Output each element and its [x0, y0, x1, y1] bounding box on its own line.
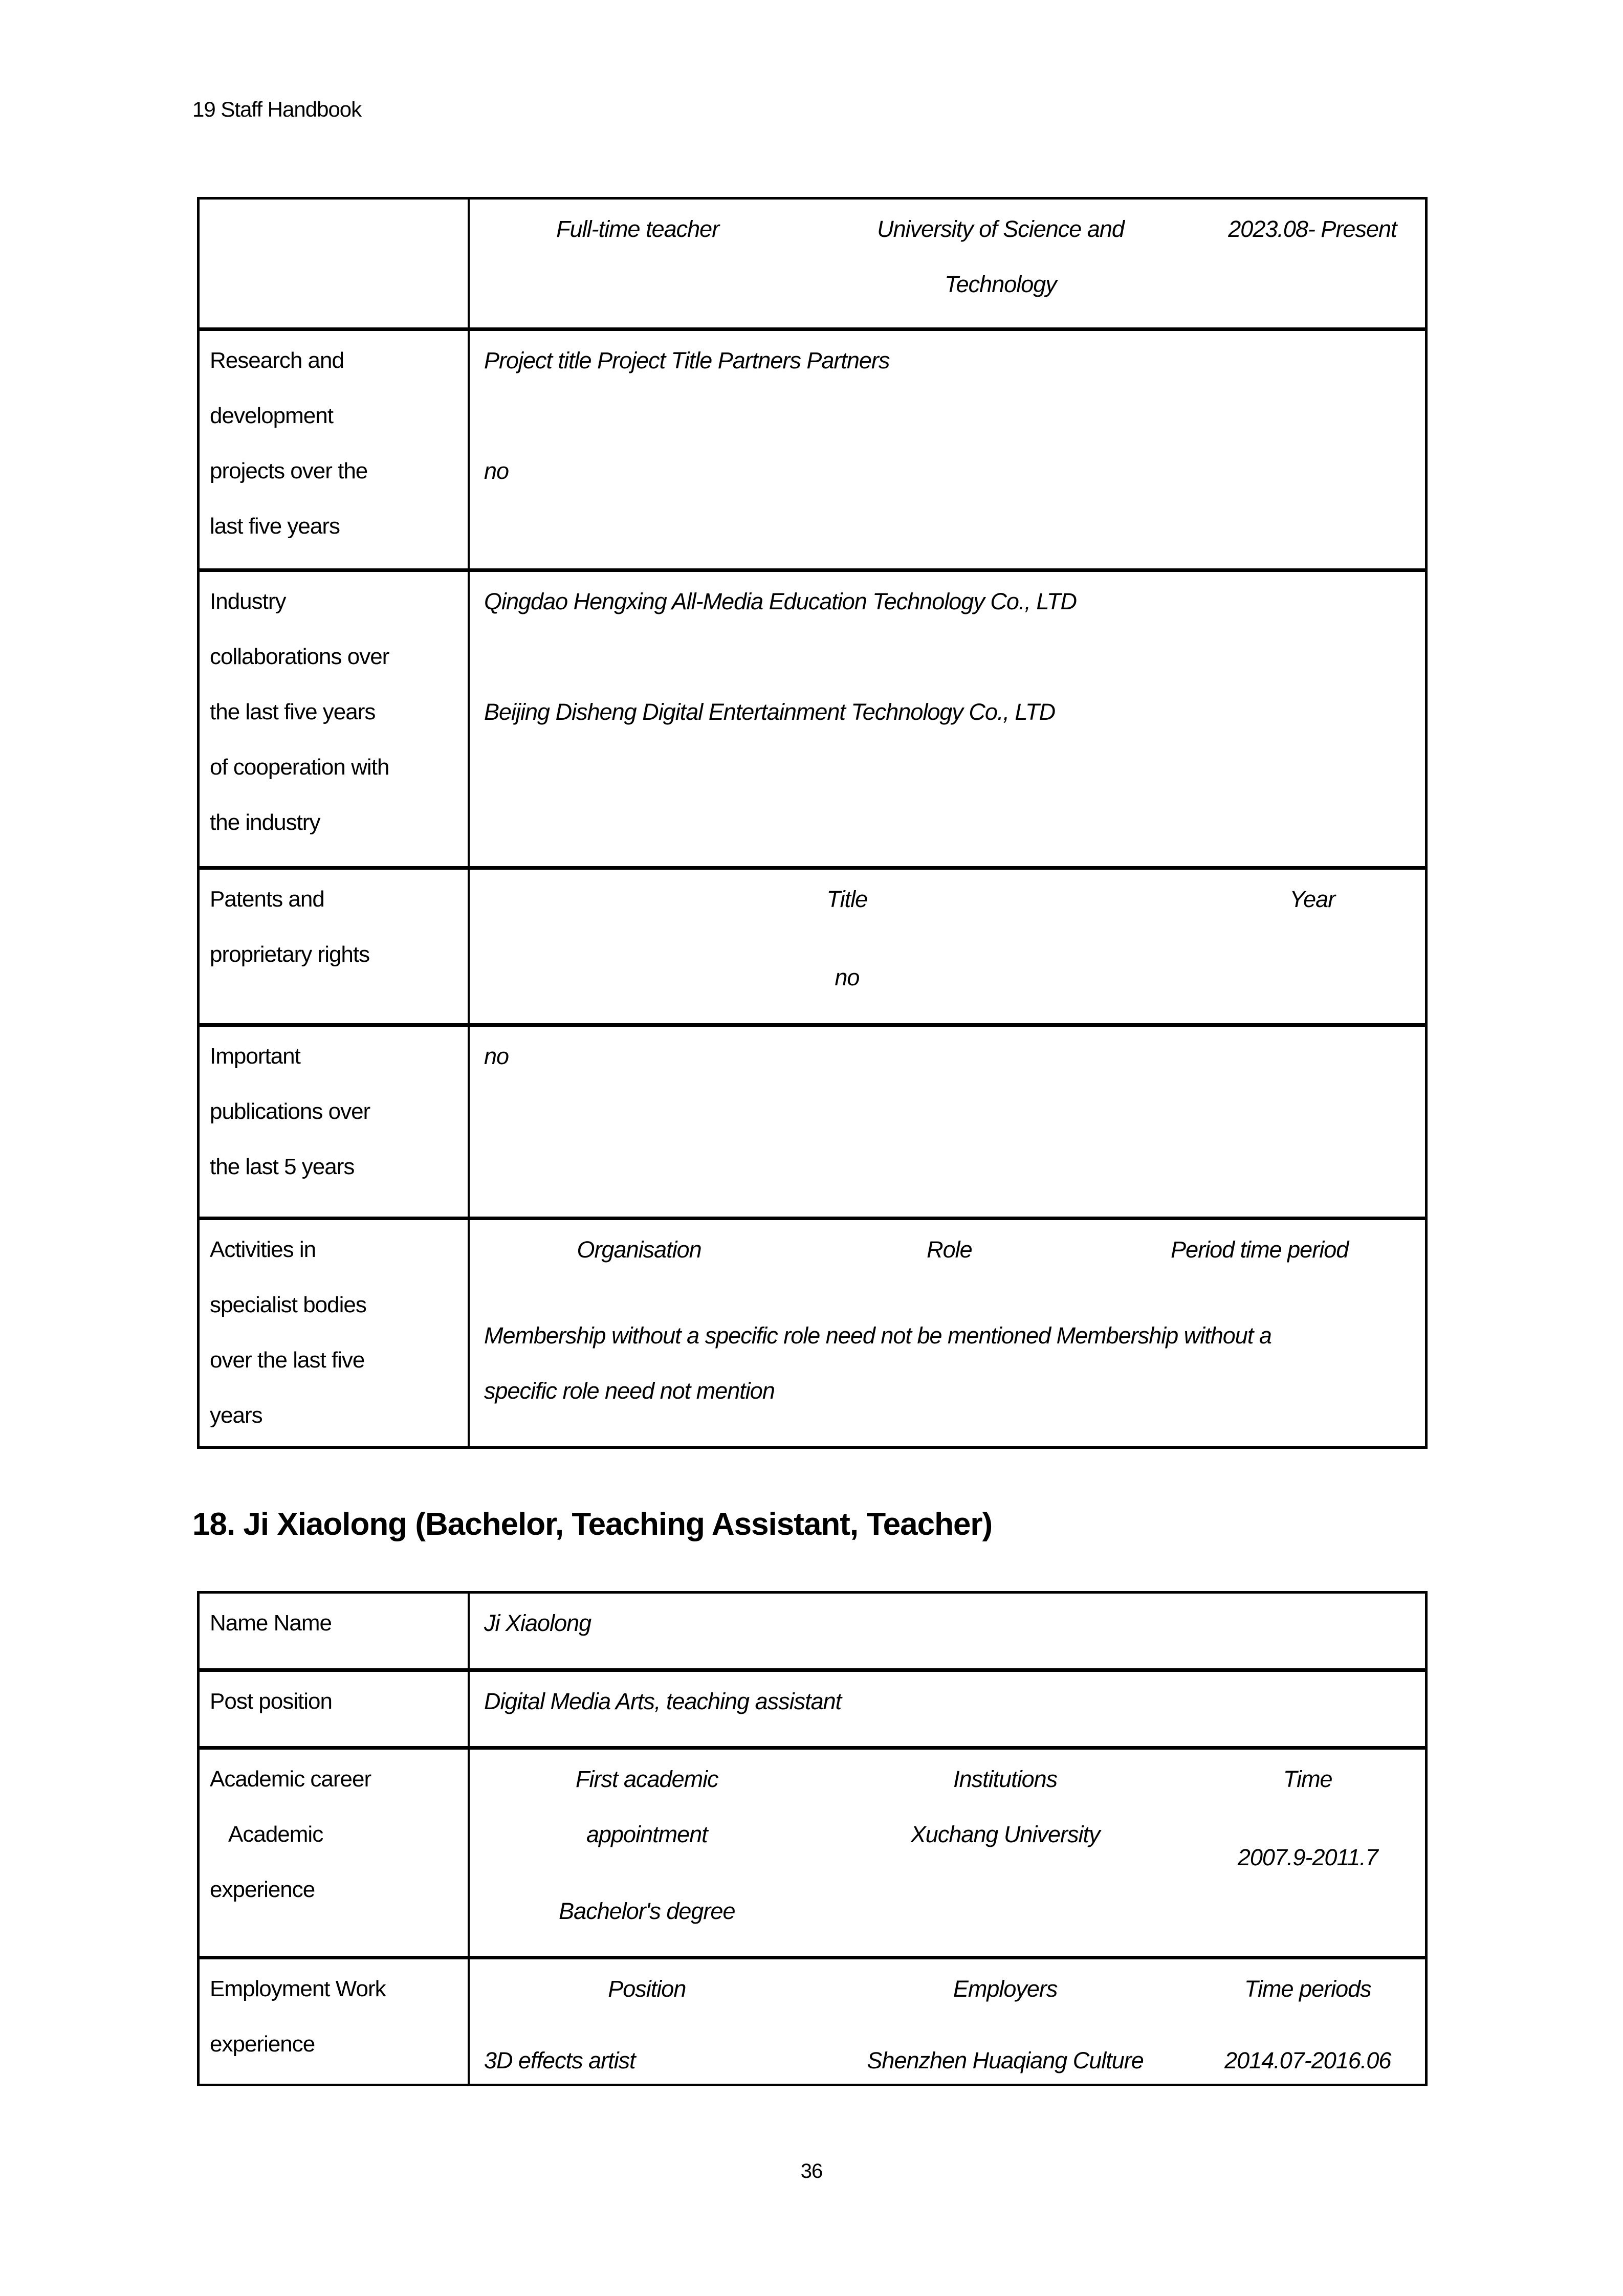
label-line: Industry	[210, 589, 286, 614]
employer-line: Technology	[945, 271, 1057, 297]
row-label: Name Name	[200, 1594, 470, 1668]
position-header: Position	[608, 1976, 686, 2002]
label-line: Important	[210, 1044, 300, 1069]
post-value: Digital Media Arts, teaching assistant	[484, 1688, 842, 1714]
label-line: projects over the	[210, 458, 368, 483]
appointment-header-line: First academic	[576, 1766, 718, 1792]
industry-partner: Beijing Disheng Digital Entertainment Technology Co., LTD	[484, 699, 1056, 725]
label-line: publications over	[210, 1099, 370, 1124]
projects-header: Project title Project Title Partners Partners	[484, 347, 890, 373]
institution-column	[810, 1752, 1201, 1939]
row-label	[200, 1959, 470, 2084]
appointment-value: Bachelor's degree	[559, 1898, 735, 1924]
row-content	[470, 572, 1425, 866]
label-line: last five years	[210, 514, 340, 539]
row-employment	[200, 1959, 1425, 2084]
label-line: experience	[210, 1877, 315, 1902]
institution-value: Xuchang University	[910, 1821, 1100, 1847]
page-header: 19 Staff Handbook	[192, 97, 362, 121]
label-line: Research and	[210, 348, 344, 373]
row-label	[200, 1750, 470, 1956]
appointment-header-line: appointment	[586, 1821, 708, 1847]
row-content	[470, 1959, 1425, 2084]
row-label-empty	[200, 200, 470, 327]
label-line: over the last five	[210, 1348, 365, 1373]
row-content	[470, 870, 1425, 1023]
period-header: Period time period	[1171, 1237, 1349, 1263]
label-line: Activities in	[210, 1237, 316, 1262]
section-heading: 18. Ji Xiaolong (Bachelor, Teaching Assistant, Teacher)	[192, 1507, 993, 1542]
label-line: Employment Work	[210, 1976, 386, 2001]
row-content	[470, 331, 1425, 568]
patent-year-header: Year	[1289, 886, 1335, 912]
patent-title-header: Title	[826, 886, 868, 912]
role-header: Role	[927, 1237, 972, 1263]
name-value: Ji Xiaolong	[484, 1610, 591, 1636]
label-line: specialist bodies	[210, 1292, 366, 1317]
row-industry-collaborations	[200, 572, 1425, 870]
time-column	[1201, 1752, 1415, 1939]
label-line: experience	[210, 2032, 315, 2057]
row-label	[200, 1220, 470, 1446]
label-line: the industry	[210, 810, 320, 835]
row-name	[200, 1594, 1425, 1672]
row-label	[200, 331, 470, 568]
row-content	[470, 1220, 1425, 1446]
row-specialist-activities	[200, 1220, 1425, 1446]
publications-value: no	[484, 1043, 509, 1069]
period-value: 2014.07-2016.06	[1224, 2047, 1391, 2073]
label-line: Patents and	[210, 887, 324, 912]
page-number: 36	[800, 2160, 823, 2182]
industry-partner: Qingdao Hengxing All-Media Education Technology Co., LTD	[484, 588, 1077, 614]
row-label	[200, 1027, 470, 1217]
staff-profile-table	[197, 1591, 1428, 2086]
label-line: Academic	[228, 1822, 323, 1847]
label-line: years	[210, 1403, 262, 1428]
row-content	[470, 200, 1425, 327]
row-content	[470, 1750, 1425, 1956]
employer-value: Shenzhen Huaqiang Culture	[867, 2047, 1144, 2073]
position-value: Full-time teacher	[556, 216, 719, 242]
label-line: collaborations over	[210, 644, 389, 669]
row-label	[200, 572, 470, 866]
row-label: Post position	[200, 1672, 470, 1746]
label-line: the last 5 years	[210, 1154, 355, 1179]
period-value: 2023.08- Present	[1228, 216, 1397, 242]
time-value: 2007.9-2011.7	[1237, 1844, 1378, 1870]
employer-value	[791, 202, 1210, 312]
label-line: of cooperation with	[210, 755, 389, 780]
row-research-projects	[200, 331, 1425, 572]
time-header: Time	[1283, 1766, 1332, 1792]
membership-note: Membership without a specific role need not be mentioned Membership without a specific role need not mention	[484, 1322, 1271, 1404]
employer-line: University of Science and	[877, 216, 1124, 242]
position-value: 3D effects artist	[484, 2047, 635, 2073]
row-label	[200, 870, 470, 1023]
appointment-column	[484, 1752, 810, 1939]
label-line: development	[210, 403, 333, 428]
row-academic-career	[200, 1750, 1425, 1959]
row-post	[200, 1672, 1425, 1750]
projects-value: no	[484, 458, 509, 484]
row-publications	[200, 1027, 1425, 1220]
organisation-header: Organisation	[577, 1237, 701, 1263]
label-line: Academic career	[210, 1767, 371, 1792]
institution-header: Institutions	[953, 1766, 1058, 1792]
staff-profile-table-continuation	[197, 197, 1428, 1449]
label-line: proprietary rights	[210, 942, 370, 967]
patents-value: no	[835, 964, 860, 990]
label-line: the last five years	[210, 699, 376, 724]
employer-header: Employers	[953, 1976, 1058, 2002]
period-header: Time periods	[1244, 1976, 1371, 2002]
row-content	[470, 1027, 1425, 1217]
row-employment-continued	[200, 200, 1425, 331]
row-patents	[200, 870, 1425, 1027]
